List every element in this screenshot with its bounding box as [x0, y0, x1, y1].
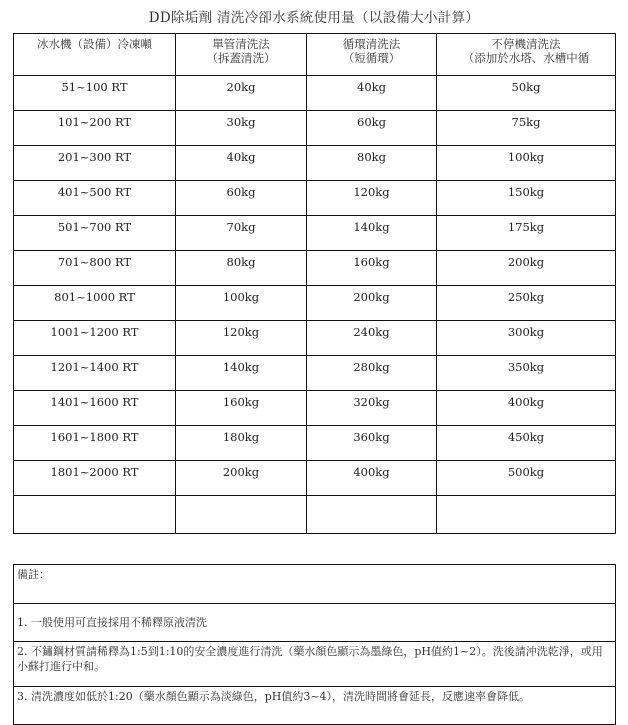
online-cell: 100kg: [437, 146, 616, 181]
table-row: [14, 76, 616, 111]
online-cell: 500kg: [437, 461, 616, 496]
circulation-cell: 120kg: [307, 181, 437, 216]
table-row: [14, 461, 616, 496]
circulation-cell: 140kg: [307, 216, 437, 251]
circulation-cell: 280kg: [307, 356, 437, 391]
header-online: [437, 34, 616, 76]
table-row: [14, 426, 616, 461]
capacity-cell: 1201~1400 RT: [14, 356, 176, 391]
circulation-cell: 40kg: [307, 76, 437, 111]
capacity-cell: 801~1000 RT: [14, 286, 176, 321]
single-pipe-cell: 160kg: [176, 391, 307, 426]
single-pipe-cell: 100kg: [176, 286, 307, 321]
header-circulation: [307, 34, 437, 76]
note-3: 3. 清洗濃度如低於1:20（藥水顏色顯示為淡綠色，pH值約3~4），清洗時間將會延長，反應速率會降低。: [14, 687, 616, 725]
online-cell: 400kg: [437, 391, 616, 426]
online-cell: 300kg: [437, 321, 616, 356]
header-online-line1: 不停機清洗法: [491, 37, 561, 51]
circulation-cell: 60kg: [307, 111, 437, 146]
table-row: [14, 356, 616, 391]
capacity-cell: 501~700 RT: [14, 216, 176, 251]
capacity-cell: 401~500 RT: [14, 181, 176, 216]
online-cell: 450kg: [437, 426, 616, 461]
table-row: [14, 391, 616, 426]
online-cell: 350kg: [437, 356, 616, 391]
circulation-cell: 80kg: [307, 146, 437, 181]
single-pipe-cell: 30kg: [176, 111, 307, 146]
capacity-cell: 701~800 RT: [14, 251, 176, 286]
capacity-cell: 1001~1200 RT: [14, 321, 176, 356]
table-row: [14, 146, 616, 181]
table-body: [14, 76, 616, 534]
note-2: 2. 不鏽鋼材質請稀釋為1:5到1:10的安全濃度進行清洗（藥水顏色顯示為墨綠色，pH值約1~2）。洗後請沖洗乾淨，或用小蘇打進行中和。: [14, 642, 616, 687]
empty-cell: [176, 496, 307, 534]
header-circulation-line2: （短循環）: [342, 51, 401, 65]
header-capacity-line1: 冰水機（設備）冷凍噸: [37, 37, 152, 51]
header-single-pipe-line2: （拆蓋清洗）: [206, 51, 276, 65]
capacity-cell: 1801~2000 RT: [14, 461, 176, 496]
online-cell: 250kg: [437, 286, 616, 321]
note-1: 1. 一般使用可直接採用不稀釋原液清洗: [14, 604, 616, 642]
capacity-cell: 201~300 RT: [14, 146, 176, 181]
single-pipe-cell: 60kg: [176, 181, 307, 216]
page-title: DD除垢劑 清洗冷卻水系統使用量（以設備大小計算）: [148, 10, 480, 26]
empty-cell: [307, 496, 437, 534]
empty-row: [14, 496, 616, 534]
table-row: [14, 111, 616, 146]
table-row: [14, 286, 616, 321]
table-row: [14, 216, 616, 251]
empty-cell: [14, 496, 176, 534]
online-cell: 150kg: [437, 181, 616, 216]
online-cell: 75kg: [437, 111, 616, 146]
empty-cell: [437, 496, 616, 534]
capacity-cell: 1401~1600 RT: [14, 391, 176, 426]
header-single-pipe: [176, 34, 307, 76]
notes-table: [13, 564, 616, 725]
single-pipe-cell: 140kg: [176, 356, 307, 391]
notes-label: 備註：: [14, 565, 616, 604]
header-capacity: [14, 34, 176, 76]
table-row: [14, 251, 616, 286]
single-pipe-cell: 40kg: [176, 146, 307, 181]
table-row: [14, 181, 616, 216]
online-cell: 200kg: [437, 251, 616, 286]
single-pipe-cell: 180kg: [176, 426, 307, 461]
header-row: [14, 34, 616, 76]
single-pipe-cell: 70kg: [176, 216, 307, 251]
header-circulation-line1: 循環清洗法: [342, 37, 401, 51]
usage-table: [13, 33, 616, 534]
capacity-cell: 1601~1800 RT: [14, 426, 176, 461]
header-online-line2: （添加於水塔、水槽中循: [462, 51, 590, 65]
header-single-pipe-line1: 單管清洗法: [212, 37, 270, 51]
single-pipe-cell: 80kg: [176, 251, 307, 286]
capacity-cell: 51~100 RT: [14, 76, 176, 111]
online-cell: 50kg: [437, 76, 616, 111]
circulation-cell: 320kg: [307, 391, 437, 426]
single-pipe-cell: 200kg: [176, 461, 307, 496]
capacity-cell: 101~200 RT: [14, 111, 176, 146]
online-cell: 175kg: [437, 216, 616, 251]
circulation-cell: 360kg: [307, 426, 437, 461]
single-pipe-cell: 20kg: [176, 76, 307, 111]
circulation-cell: 400kg: [307, 461, 437, 496]
circulation-cell: 200kg: [307, 286, 437, 321]
single-pipe-cell: 120kg: [176, 321, 307, 356]
table-row: [14, 321, 616, 356]
circulation-cell: 160kg: [307, 251, 437, 286]
circulation-cell: 240kg: [307, 321, 437, 356]
